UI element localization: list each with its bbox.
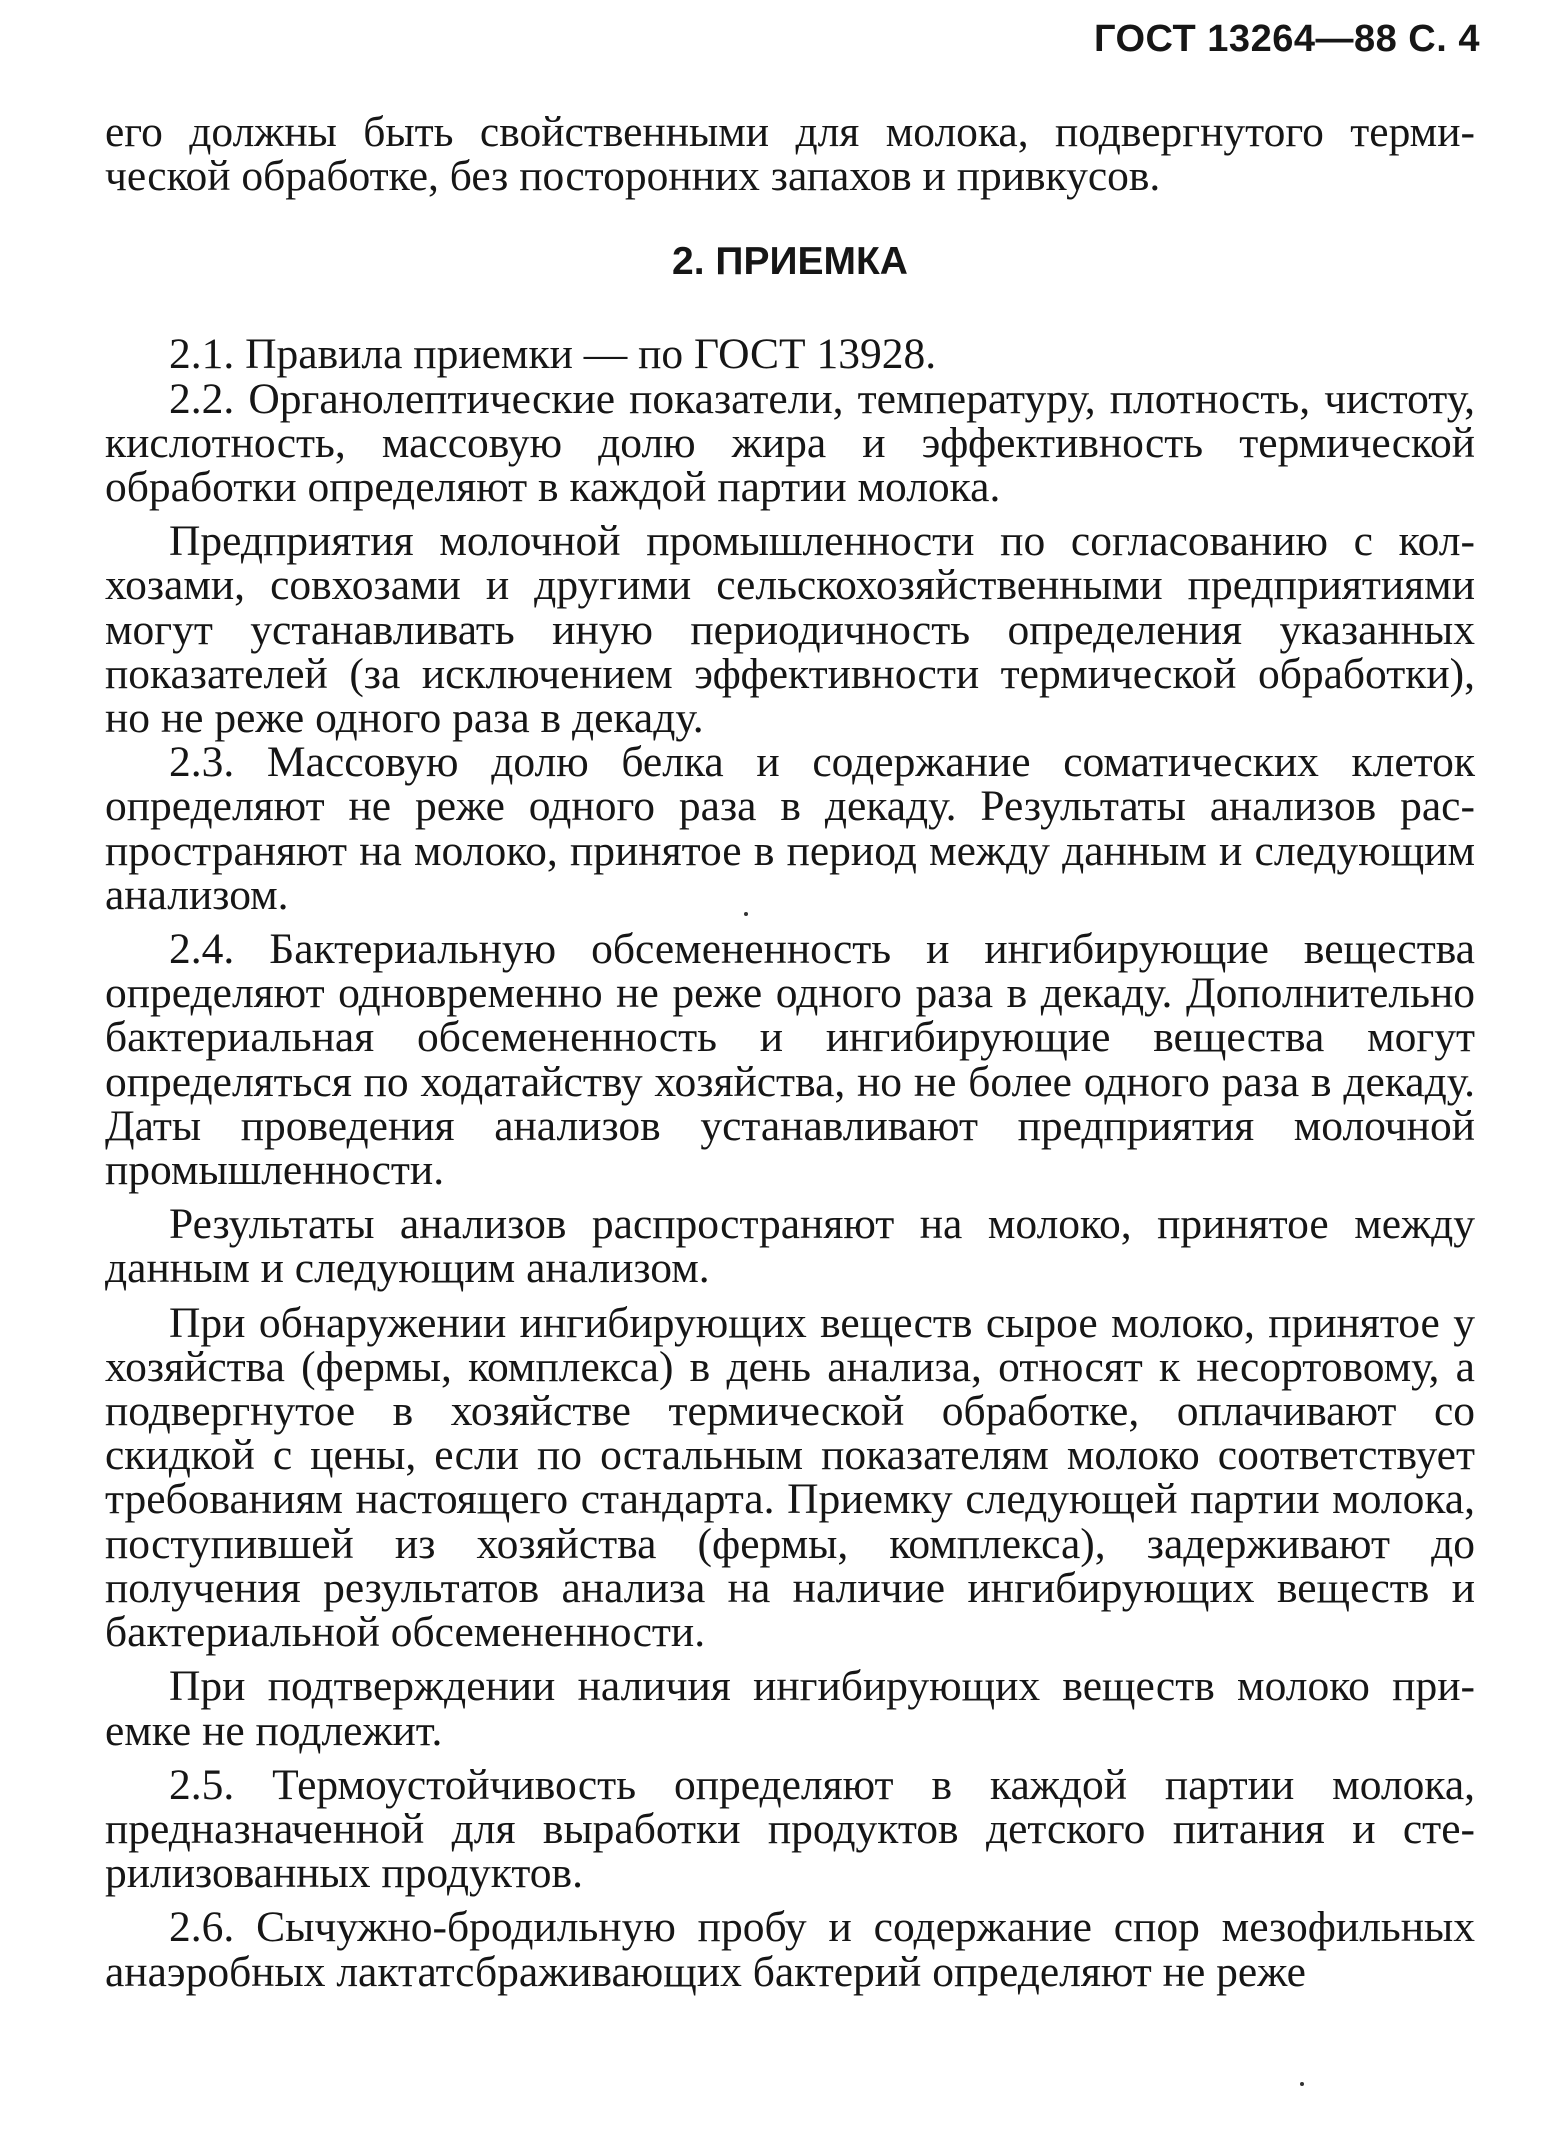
paragraph-2-5: 2.5. Термоустойчивость определяют в каждой партии молока, предназначенной для выработки продуктов детского питания и стерилизованных продуктов. xyxy=(105,1760,1475,1898)
section-title: 2. ПРИЕМКА xyxy=(672,240,908,284)
intro-paragraph: его должны быть свойственными для молока, подвергнутого термической обработке, без посторонних запахов и привкусов. xyxy=(105,108,1475,201)
scan-speck xyxy=(1300,2082,1304,2086)
paragraph-enterprises: Предприятия молочной промышленности по согласованию с колхозами, совхозами и другими сельскохозяйственными предприятиями могут устанавливать иную периодичность определения указанных показателей (за исключением эффективности термической обработки), но не реже одного раза в декаду. xyxy=(105,517,1475,743)
paragraph-2-3: 2.3. Массовую долю белка и содержание соматических клеток определяют не реже одного раза в декаду. Результаты анализов распространяют на молоко, принятое в период между данным и следующим анализом. xyxy=(105,738,1475,919)
paragraph-inhibitors: При обнаружении ингибирующих веществ сырое молоко, принятое у хозяйства (фермы, комплекса) в день анализа, относят к несортовому, а подвергнутое в хозяйстве термической обработке, оплачивают со скидкой с цены, если по остальным показателям молоко соответствует требованиям настоящего стандарта. Приемку следующей партии молока, поступившей из хозяйства (фермы, комплекса), задерживают до получения результатов анализа на наличие ингибирующих веществ и бактериальной обсемененности. xyxy=(105,1298,1475,1657)
paragraph-2-4: 2.4. Бактериальную обсемененность и ингибирующие вещества определяют одновременно не реже одного раза в декаду. Дополнительно бактериальная обсемененность и ингибирующие вещества могут определяться по ходатайству хозяйства, но не более одного раза в декаду. Даты проведения анализов устанавливают предприятия молочной промышленности. xyxy=(105,925,1475,1195)
paragraph-results: Результаты анализов распространяют на молоко, принятое между данным и следующим анализом. xyxy=(105,1200,1475,1293)
scan-speck xyxy=(744,912,748,916)
running-header: ГОСТ 13264—88 С. 4 xyxy=(1093,18,1480,60)
paragraph-confirmation: При подтверждении наличия ингибирующих веществ молоко приемке не подлежит. xyxy=(105,1662,1475,1755)
document-body xyxy=(105,110,1475,1994)
paragraph-2-2: 2.2. Органолептические показатели, температуру, плотность, чистоту, кислотность, массовую долю жира и эффективность термической обработки определяют в каждой партии молока. xyxy=(105,374,1475,512)
paragraph-2-6: 2.6. Сычужно-бродильную пробу и содержание спор мезофильных анаэробных лактатсбраживающих бактерий определяют не реже xyxy=(105,1903,1475,1996)
paragraph-2-1: 2.1. Правила приемки — по ГОСТ 13928. xyxy=(169,330,937,379)
